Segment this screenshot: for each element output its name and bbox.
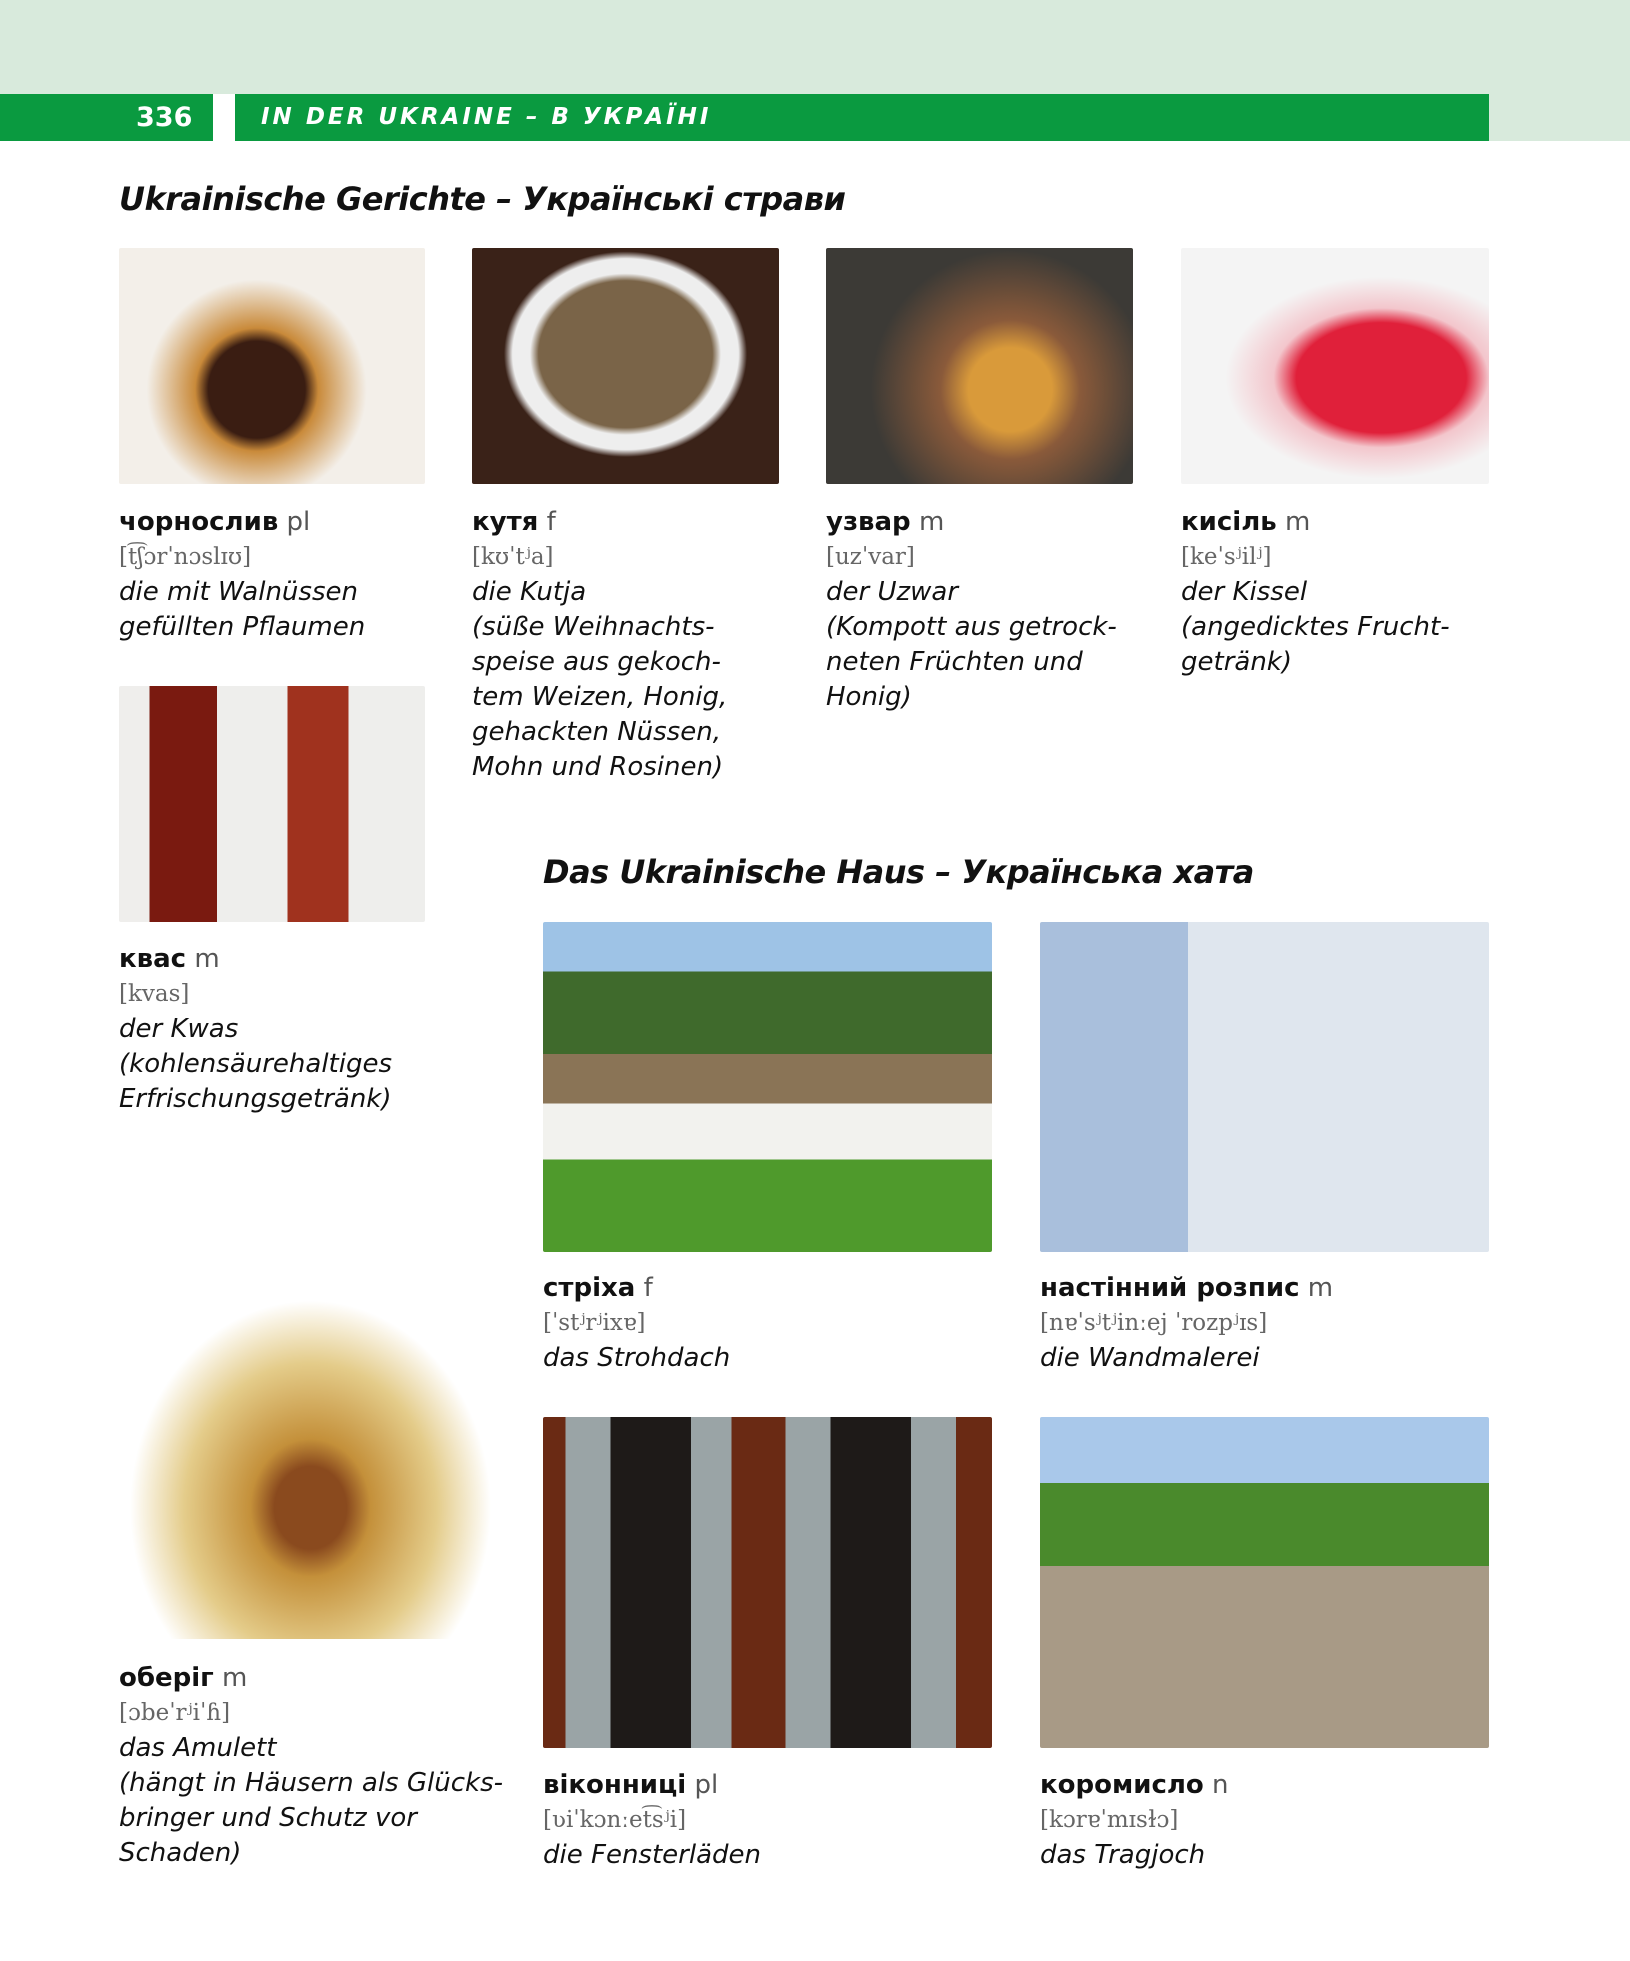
entry-uzvar — [826, 505, 1117, 715]
translation-line: neten Früchten und — [826, 647, 1083, 677]
word: віконниці — [543, 1770, 687, 1800]
phonetic: [ɔbeˈrʲiˈɦ] — [119, 1700, 231, 1726]
phonetic: [ʋiˈkɔnːet͡sʲi] — [543, 1807, 687, 1833]
translation-line: die Wandmalerei — [1040, 1343, 1260, 1373]
entry-kvas — [119, 942, 392, 1117]
translation-line: gehackten Nüssen, — [472, 717, 721, 747]
section-header: IN DER UKRAINE – В УКРАЇНІ — [235, 94, 1489, 141]
phonetic: [kvas] — [119, 981, 190, 1007]
entry-vikonnytsi — [543, 1768, 761, 1873]
gender: n — [1212, 1770, 1229, 1800]
word: кутя — [472, 507, 539, 537]
kissel-photo — [1181, 248, 1489, 484]
divider — [213, 94, 235, 141]
translation-line: der Kwas — [119, 1014, 239, 1044]
word: коромисло — [1040, 1770, 1204, 1800]
translation-line: Erfrischungsgetränk) — [119, 1084, 392, 1114]
translation-line: die Kutja — [472, 577, 587, 607]
translation-line: das Strohdach — [543, 1343, 731, 1373]
translation-line: der Kissel — [1181, 577, 1308, 607]
translation-line: das Tragjoch — [1040, 1840, 1206, 1870]
translation-line: (süße Weihnachts- — [472, 612, 715, 642]
entry-oberih — [119, 1661, 503, 1871]
word: узвар — [826, 507, 911, 537]
gender: m — [194, 944, 220, 974]
translation-line: Honig) — [826, 682, 912, 712]
word: оберіг — [119, 1663, 214, 1693]
amulet-photo — [98, 1264, 523, 1639]
section-title-dishes: Ukrainische Gerichte – Українські страви — [119, 180, 846, 218]
page-number: 336 — [0, 94, 213, 141]
kutia-photo — [472, 248, 779, 484]
translation-line: (kohlensäurehaltiges — [119, 1049, 393, 1079]
thatched-house-photo — [543, 922, 992, 1252]
translation-line: tem Weizen, Honig, — [472, 682, 728, 712]
phonetic: [t͡ʃɔrˈnɔslɪʊ] — [119, 544, 252, 570]
translation-line: bringer und Schutz vor — [119, 1803, 417, 1833]
word: кисіль — [1181, 507, 1277, 537]
gender: pl — [286, 507, 311, 537]
entry-kutia — [472, 505, 727, 785]
translation-line: die Fensterläden — [543, 1840, 761, 1870]
word: настінний розпис — [1040, 1273, 1300, 1303]
phonetic: [keˈsʲilʲ] — [1181, 544, 1272, 570]
entry-koromyslo — [1040, 1768, 1229, 1873]
phonetic: [kʊˈtʲa] — [472, 544, 554, 570]
translation-line: (angedicktes Frucht- — [1181, 612, 1450, 642]
translation-line: (hängt in Häusern als Glücks- — [119, 1768, 503, 1798]
gender: m — [222, 1663, 248, 1693]
translation-line: gefüllten Pflaumen — [119, 612, 366, 642]
phonetic: [kɔrɐˈmɪsɫɔ] — [1040, 1807, 1179, 1833]
section-title-house: Das Ukrainische Haus – Українська хата — [543, 853, 1254, 891]
entry-rozpys — [1040, 1271, 1333, 1376]
gender: f — [643, 1273, 653, 1303]
gender: m — [1284, 507, 1311, 537]
translation-line: das Amulett — [119, 1733, 277, 1763]
translation-line: getränk) — [1181, 647, 1292, 677]
translation-line: (Kompott aus getrock- — [826, 612, 1117, 642]
gender: m — [918, 507, 945, 537]
phonetic: [nɐˈsʲtʲinːej ˈrozpʲɪs] — [1040, 1310, 1268, 1336]
prunes-photo — [119, 248, 425, 484]
translation-line: Schaden) — [119, 1838, 242, 1868]
yoke-photo — [1040, 1417, 1489, 1748]
phonetic: [ˈstʲrʲixɐ] — [543, 1310, 646, 1336]
phonetic: [uzˈvar] — [826, 544, 915, 570]
word: чорнослив — [119, 507, 279, 537]
translation-line: Mohn und Rosinen) — [472, 752, 724, 782]
word: квас — [119, 944, 187, 974]
kvass-photo — [119, 686, 425, 922]
gender: pl — [694, 1770, 719, 1800]
translation-line: die mit Walnüssen — [119, 577, 358, 607]
entry-strikha — [543, 1271, 730, 1376]
gender: m — [1307, 1273, 1334, 1303]
entry-kysil — [1181, 505, 1450, 680]
word: стріха — [543, 1273, 636, 1303]
entry-chornoslyv — [119, 505, 365, 645]
gender: f — [546, 507, 556, 537]
wall-painting-photo — [1040, 922, 1489, 1252]
translation-line: speise aus gekoch- — [472, 647, 721, 677]
translation-line: der Uzwar — [826, 577, 959, 607]
uzvar-photo — [826, 248, 1133, 484]
shutters-photo — [543, 1417, 992, 1748]
